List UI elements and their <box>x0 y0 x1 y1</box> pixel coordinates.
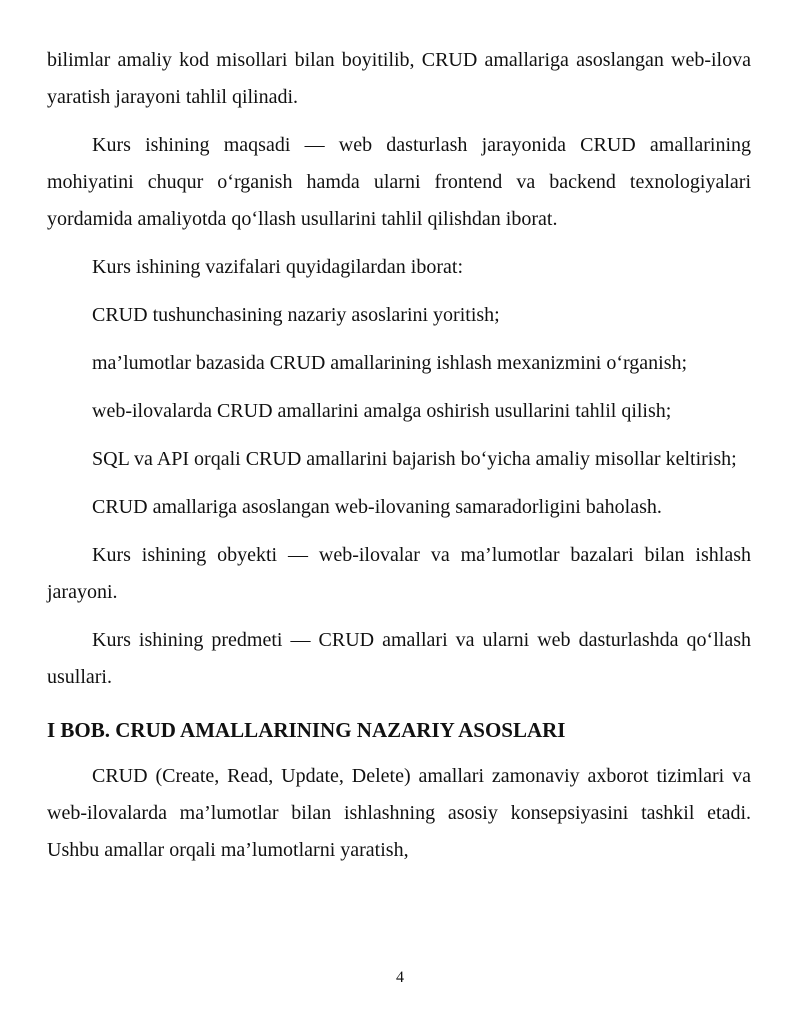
task-item-2: ma’lumotlar bazasida CRUD amallarining ishlash mexanizmini o‘rganish; <box>92 352 688 374</box>
section-heading: I BOB. CRUD AMALLARINING NAZARIY ASOSLARI <box>47 718 566 742</box>
page-number: 4 <box>396 969 404 986</box>
paragraph-goal: Kurs ishining maqsadi — web dasturlash jarayonida CRUD amallarining mohiyatini chuqur o‘rganish hamda ularni frontend va backend texnologiyalari yordamida amaliyotda qo‘llash usullarini tahlil qilishdan iborat. <box>47 134 751 230</box>
paragraph-continuation: bilimlar amaliy kod misollari bilan boyitilib, CRUD amallariga asoslangan web-ilova yaratish jarayoni tahlil qilinadi. <box>47 49 751 108</box>
task-item-4: SQL va API orqali CRUD amallarini bajarish bo‘yicha amaliy misollar keltirish; <box>92 448 737 470</box>
paragraph-object: Kurs ishining obyekti — web-ilovalar va ma’lumotlar bazalari bilan ishlash jarayoni. <box>47 544 751 603</box>
paragraph-section-intro: CRUD (Create, Read, Update, Delete) amallari zamonaviy axborot tizimlari va web-ilovalarda ma’lumotlar bilan ishlashning asosiy konsepsiyasini tashkil etadi. Ushbu amallar orqali ma’lumotlarni yaratish, <box>47 765 751 861</box>
paragraph-tasks-intro: Kurs ishining vazifalari quyidagilardan iborat: <box>92 256 464 278</box>
task-item-3: web-ilovalarda CRUD amallarini amalga oshirish usullarini tahlil qilish; <box>92 400 672 422</box>
task-item-5: CRUD amallariga asoslangan web-ilovaning samaradorligini baholash. <box>92 496 662 518</box>
task-item-1: CRUD tushunchasining nazariy asoslarini yoritish; <box>92 304 500 326</box>
paragraph-subject: Kurs ishining predmeti — CRUD amallari va ularni web dasturlashda qo‘llash usullari. <box>47 629 751 688</box>
document-page <box>47 42 751 880</box>
